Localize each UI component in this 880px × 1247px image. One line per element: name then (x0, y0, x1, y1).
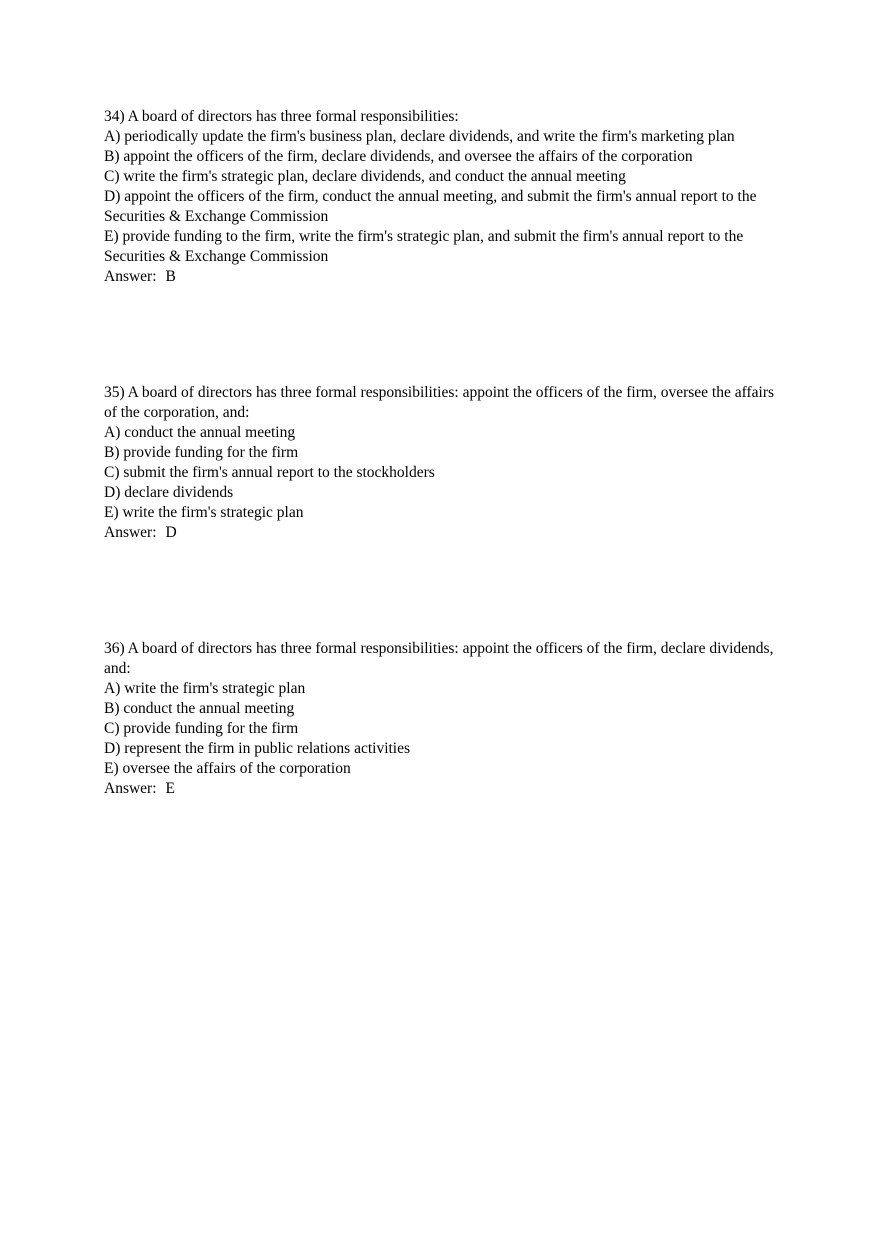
answer-value: E (165, 780, 175, 797)
answer-option: E) oversee the affairs of the corporation (104, 760, 351, 777)
answer-line (104, 267, 777, 287)
answer-option: D) appoint the officers of the firm, conduct the annual meeting, and submit the firm's annual report to the Securities & Exchange Commission (104, 188, 757, 225)
answer-value: D (165, 524, 177, 541)
answer-option: A) conduct the annual meeting (104, 424, 296, 441)
answer-value: B (165, 268, 176, 285)
answer-option: C) submit the firm's annual report to the stockholders (104, 464, 435, 481)
answer-option: D) represent the firm in public relations activities (104, 740, 411, 757)
question-stem: 36) A board of directors has three formal responsibilities: appoint the officers of the firm, declare dividends, and: (104, 640, 774, 677)
question-stem: 35) A board of directors has three formal responsibilities: appoint the officers of the firm, oversee the affairs of the corporation, and: (104, 384, 775, 421)
answer-option: E) write the firm's strategic plan (104, 504, 304, 521)
answer-option: D) declare dividends (104, 484, 234, 501)
answer-label: Answer: (104, 780, 157, 797)
question-stem: 34) A board of directors has three formal responsibilities: (104, 108, 459, 125)
answer-option: C) provide funding for the firm (104, 720, 299, 737)
answer-line (104, 779, 777, 799)
answer-line (104, 523, 777, 543)
answer-label: Answer: (104, 524, 157, 541)
answer-option: E) provide funding to the firm, write the firm's strategic plan, and submit the firm's annual report to the Securities & Exchange Commission (104, 228, 744, 265)
answer-option: B) conduct the annual meeting (104, 700, 295, 717)
answer-option: A) write the firm's strategic plan (104, 680, 306, 697)
answer-option: A) periodically update the firm's business plan, declare dividends, and write the firm's marketing plan (104, 128, 735, 145)
answer-label: Answer: (104, 268, 157, 285)
question-block-36 (104, 639, 777, 799)
question-block-35 (104, 383, 777, 543)
answer-option: B) appoint the officers of the firm, declare dividends, and oversee the affairs of the corporation (104, 148, 693, 165)
answer-option: B) provide funding for the firm (104, 444, 299, 461)
question-block-34 (104, 107, 777, 287)
answer-option: C) write the firm's strategic plan, declare dividends, and conduct the annual meeting (104, 168, 626, 185)
